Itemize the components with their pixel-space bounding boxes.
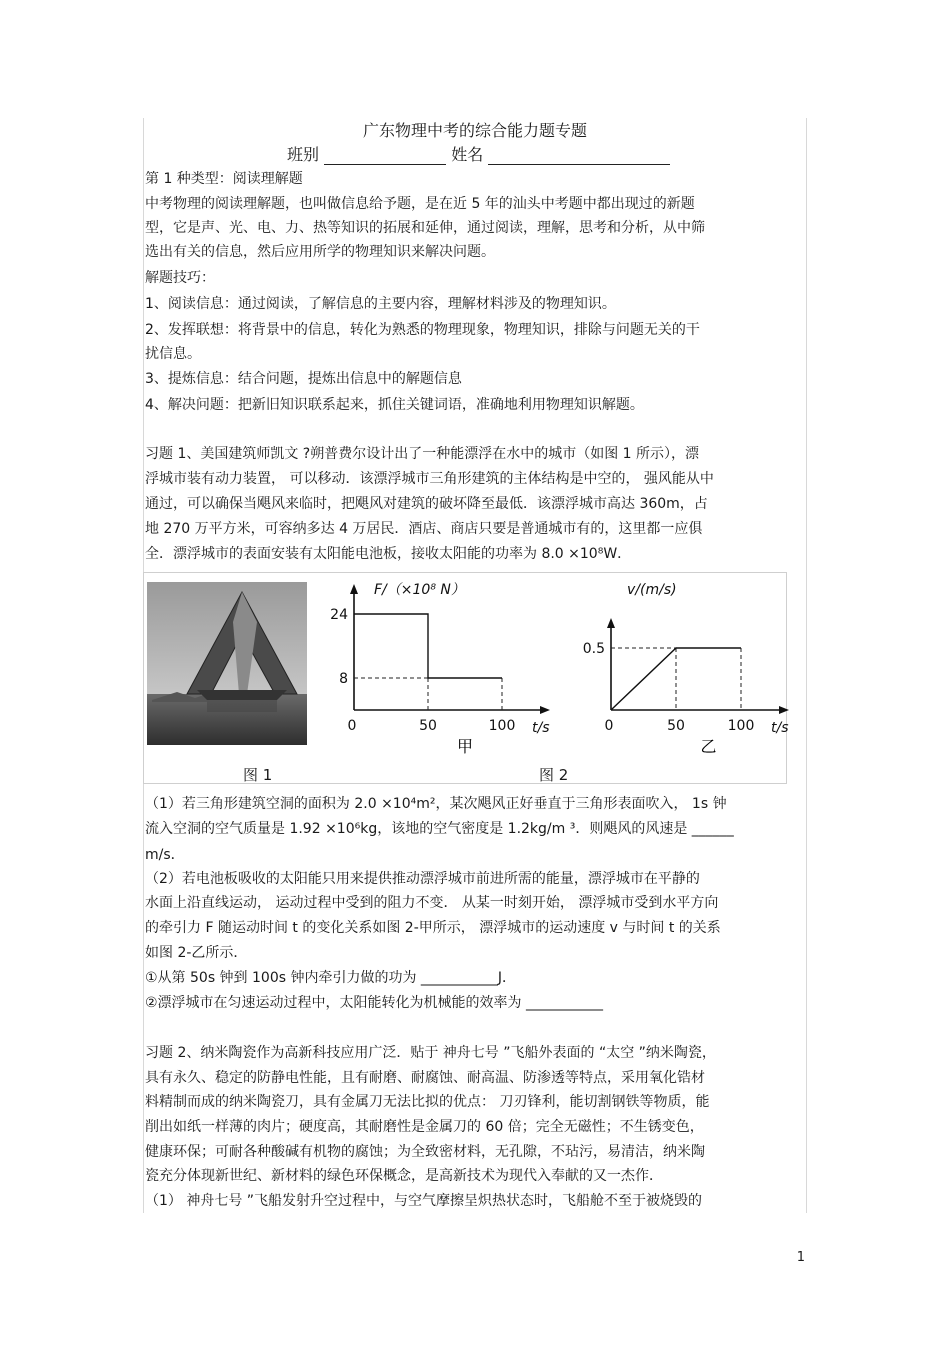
- text-line: m/s．: [145, 847, 185, 863]
- text-line: 具有永久、稳定的防静电性能，且有耐磨、耐腐蚀、耐高温、防渗透等特点，采用氧化锆材: [145, 1070, 705, 1086]
- text-line: 习题 1、美国建筑师凯文 ?朔普费尔设计出了一种能漂浮在水中的城市（如图 1 所示），漂: [145, 446, 700, 462]
- x-tick-label: 50: [667, 718, 685, 734]
- x-axis-arrow: [779, 706, 789, 714]
- text-line: 习题 2、纳米陶瓷作为高新科技应用广泛．贴于 神舟七号 ”飞船外表面的 “太空 ”纳米陶瓷，: [145, 1045, 716, 1061]
- text-line: （1）若三角形建筑空洞的面积为 2.0 ×10⁴m²，某次飓风正好垂直于三角形表面吹入， 1s 钟: [145, 796, 727, 812]
- text-line: 3、提炼信息：结合问题，提炼出信息中的解题信息: [145, 371, 462, 387]
- text-line: 料精制而成的纳米陶瓷刀，具有金属刀无法比拟的优点： 刀刃锋利，能切割钢铁等物质，能: [145, 1094, 710, 1110]
- text-line: 扰信息。: [145, 346, 201, 362]
- page-number: 1: [796, 1250, 805, 1265]
- text-line: 如图 2-乙所示．: [145, 945, 248, 961]
- x-axis-label: t/s: [532, 720, 550, 736]
- text-line: 型，它是声、光、电、力、热等知识的拓展和延伸，通过阅读，理解，思考和分析，从中筛: [145, 220, 705, 236]
- text-line: 浮城市装有动力装置， 可以移动．该漂浮城市三角形建筑的主体结构是中空的， 强风能从中: [145, 471, 714, 487]
- chart-jia: [330, 574, 570, 764]
- text-line: 中考物理的阅读理解题，也叫做信息给予题，是在近 5 年的汕头中考题中都出现过的新题: [145, 196, 695, 212]
- y-axis-label: v/(m/s): [627, 582, 677, 598]
- y-tick-label: 8: [339, 671, 348, 687]
- text-line: 削出如纸一样薄的肉片；硬度高，其耐磨性是金属刀的 60 倍；完全无磁性；不生锈变色，: [145, 1119, 704, 1135]
- x-tick-label: 100: [727, 718, 755, 734]
- text-line: ①从第 50s 钟到 100s 钟内牵引力做的功为 ___________J．: [145, 970, 517, 986]
- text-line: 水面上沿直线运动， 运动过程中受到的阻力不变． 从某一时刻开始， 漂浮城市受到水平方向: [145, 895, 719, 911]
- x-tick-label: 100: [488, 718, 516, 734]
- x-axis-arrow: [540, 706, 550, 714]
- text-line: 1、阅读信息：通过阅读，了解信息的主要内容，理解材料涉及的物理知识。: [145, 296, 616, 312]
- class-label: 班别: [287, 145, 320, 164]
- name-label: 姓名: [451, 145, 484, 164]
- y-tick-label: 0.5: [582, 641, 605, 657]
- chart-yi: [575, 574, 790, 764]
- x-axis-label: t/s: [771, 720, 789, 736]
- text-line: 流入空洞的空气质量是 1.92 ×10⁶kg，该地的空气密度是 1.2kg/m ³．则飓风的风速是 ______: [145, 821, 734, 837]
- figure-1-caption: 图 1: [243, 766, 273, 784]
- y-axis-arrow: [607, 618, 615, 628]
- text-line: ②漂浮城市在匀速运动过程中，太阳能转化为机械能的效率为 ___________: [145, 995, 603, 1011]
- text-line: 解题技巧：: [145, 270, 215, 286]
- chart-name-label: 甲: [456, 737, 474, 756]
- name-row: [287, 142, 670, 165]
- right-margin-line: [806, 118, 807, 1213]
- y-axis-label: F/（×10⁸ N）: [374, 582, 465, 598]
- page-title: 广东物理中考的综合能力题专题: [362, 121, 587, 140]
- text-line: 选出有关的信息，然后应用所学的物理知识来解决问题。: [145, 244, 495, 260]
- text-line: 4、解决问题：把新旧知识联系起来，抓住关键词语，准确地利用物理知识解题。: [145, 397, 644, 413]
- text-line: 瓷充分体现新世纪、新材料的绿色环保概念，是高新技术为现代入奉献的又一杰作．: [145, 1168, 663, 1184]
- text-line: 第 1 种类型：阅读理解题: [145, 171, 303, 187]
- text-line: 全．漂浮城市的表面安装有太阳能电池板，接收太阳能的功率为 8.0 ×10⁸W．: [145, 546, 632, 562]
- x-tick-label: 0: [347, 718, 357, 734]
- text-line: 地 270 万平方米，可容纳多达 4 万居民．酒店、商店只要是普通城市有的，这里都一应俱: [145, 521, 703, 537]
- figure-2-caption: 图 2: [539, 766, 569, 784]
- text-line: （2）若电池板吸收的太阳能只用来提供推动漂浮城市前进所需的能量，漂浮城市在平静的: [145, 871, 700, 887]
- x-tick-label: 0: [604, 718, 614, 734]
- x-tick-label: 50: [419, 718, 437, 734]
- y-tick-label: 24: [330, 607, 348, 623]
- series-line: [354, 614, 502, 678]
- text-line: 的牵引力 F 随运动时间 t 的变化关系如图 2-甲所示， 漂浮城市的运动速度 v 与时间 t 的关系: [145, 920, 721, 936]
- text-line: （1） 神舟七号 ”飞船发射升空过程中，与空气摩擦呈炽热状态时，飞船舱不至于被烧毁的: [145, 1193, 703, 1209]
- class-blank: [324, 144, 446, 165]
- name-blank: [488, 144, 670, 165]
- text-line: 健康环保；可耐各种酸碱有机物的腐蚀；为全致密材料，无孔隙，不玷污，易清洁，纳米陶: [145, 1144, 705, 1160]
- y-axis-arrow: [350, 584, 358, 594]
- chart-name-label: 乙: [700, 737, 717, 756]
- floating-city-photo: [147, 582, 307, 745]
- text-line: 2、发挥联想：将背景中的信息，转化为熟悉的物理现象，物理知识，排除与问题无关的干: [145, 322, 700, 338]
- text-line: 通过，可以确保当飓风来临时，把飓风对建筑的破坏降至最低．该漂浮城市高达 360m，占: [145, 496, 708, 512]
